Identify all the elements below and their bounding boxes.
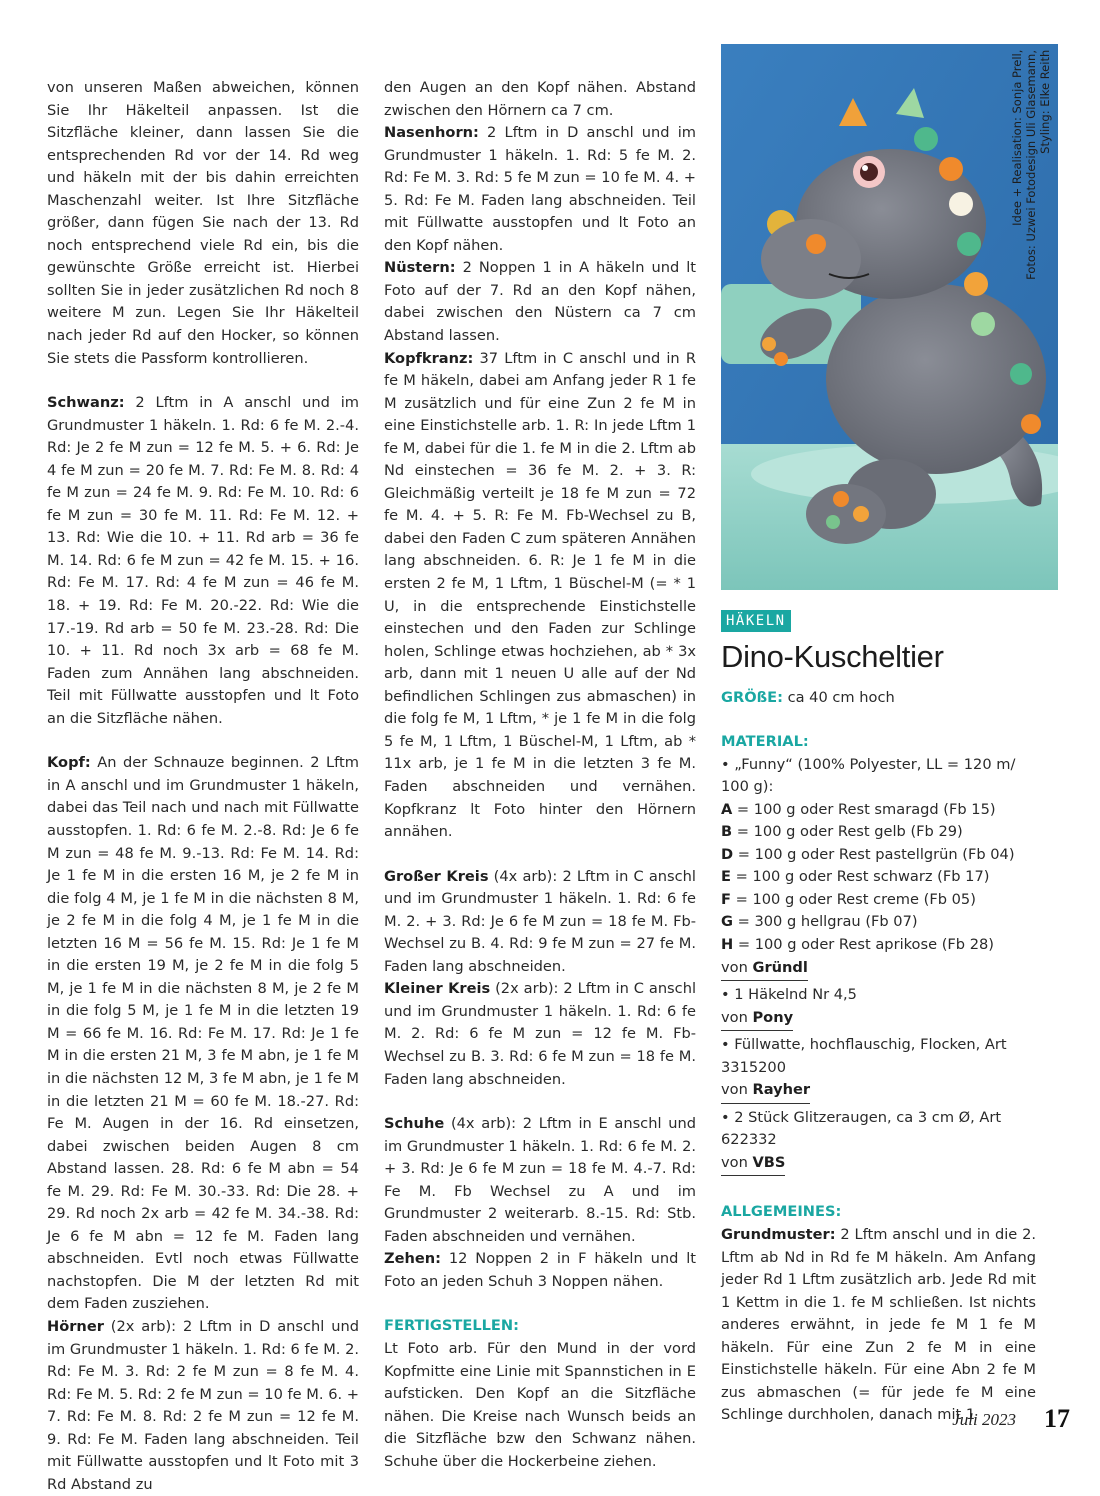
source-line: von VBS [721,1152,1036,1180]
schuhe-paragraph: Schuhe (4x arb): 2 Lftm in E anschl und im Grundmuster 1 häkeln. 1. Rd: 6 fe M. 2. + 3. Rd: Je 6 fe M zun = 18 fe M. 4.-7. Rd: Fe M. Fb Wechsel zu A und im Grundmuster 2 weiterarb. 8.-15. Rd: Stb. Faden abschneiden und vernähen. [384,1115,696,1245]
yarn-row: B = 100 g oder Rest gelb (Fb 29) [721,823,963,841]
fertigstellen-heading: FERTIGSTELLEN: [384,1317,519,1335]
text-column-3 [721,610,1036,1427]
yarn-row: D = 100 g oder Rest pastellgrün (Fb 04) [721,845,1015,863]
grosser-kreis-paragraph: Großer Kreis (4x arb): 2 Lftm in C anschl und im Grundmuster 1 häkeln. 1. Rd: 6 fe M. 2. + 3. Rd: Je 6 fe M zun = 18 fe M. Fb-Wechsel zu B. 4. Rd: 9 fe M zun = 27 fe M. Faden lang abschneiden. [384,867,696,975]
source-line: von Rayher [721,1079,1036,1107]
material-item-funny: • „Funny“ (100% Polyester, LL = 120 m/ 100 g): [721,755,1016,796]
yarn-row: A = 100 g oder Rest smaragd (Fb 15) [721,800,996,818]
schwanz-paragraph: Schwanz: 2 Lftm in A anschl und im Grundmuster 1 häkeln. 1. Rd: 6 fe M. 2.-4. Rd: Je 2 fe M zun = 12 fe M. 5. + 6. Rd: Je 4 fe M zun = 20 fe M. 7. Rd: Fe M. 8. Rd: 4 fe M zun = 24 fe M. 9. Rd: Fe M. 10. Rd: 6 fe M zun = 30 fe M. 11. Rd: Fe M. 12. + 13. Rd: Wie die 10. + 11. Rd arb = 36 fe M. 14. Rd: 6 fe M zun = 42 fe M. 15. + 16. Rd: Fe M. 17. Rd: 4 fe M zun = 46 fe M. 18. + 19. Rd: Fe M. 20.-22. Rd: Wie die 17.-19. Rd arb = 50 fe M. 23.-28. Rd: Die 10. + 11. Rd noch 3x arb = 68 fe M. Faden zum Annähen lang abschneiden. Teil mit Füllwatte ausstopfen und lt Foto an die Sitzfläche nähen. [47,394,359,727]
kopf-label: Kopf: [47,754,91,772]
fertigstellen-paragraph: Lt Foto arb. Für den Mund in der vord Kopfmitte eine Linie mit Spannstichen in E aufsticken. Den Kopf an die Sitzfläche nähen. Die Kreise nach Wunsch beids an die Sitzfläche bzw den Schwanz nähen. Schuhe über die Hockerbeine ziehen. [384,1339,696,1470]
continued-paragraph: den Augen an den Kopf nähen. Abstand zwischen den Hörnern ca 7 cm. [384,79,696,119]
yarn-row: E = 100 g oder Rest schwarz (Fb 17) [721,868,990,886]
zehen-paragraph: Zehen: 12 Noppen 2 in F häkeln und lt Foto an jeden Schuh 3 Noppen nähen. [384,1250,696,1290]
dino-photo [721,44,1058,590]
material-item-needle: • 1 Häkelnd Nr 4,5 [721,986,857,1004]
grundmuster-paragraph: Grundmuster: 2 Lftm anschl und in die 2. Lftm ab Nd in Rd fe M häkeln. Am Anfang jeder Rd 1 Lftm zusätzlich arb. Jede Rd mit 1 Kettm in die 1. fe M schließen. Ist nichts anderes erwähnt, in jede fe M 1 fe M häkeln. Für eine Zun 2 fe M in eine Einstichstelle häkeln. Für eine Abn 2 fe M zus abmaschen (= für jede fe M eine Schlinge durchholen, danach mit 1 [721,1226,1036,1424]
article-title: Dino-Kuscheltier [721,638,944,674]
text-column-1 [47,77,359,1496]
source-line: von Gründl [721,957,1036,985]
yarn-row: H = 100 g oder Rest aprikose (Fb 28) [721,936,994,954]
hoerner-label: Hörner [47,1317,104,1335]
text-column-2 [384,77,696,1473]
material-item-eyes: • 2 Stück Glitzeraugen, ca 3 cm Ø, Art 622332 [721,1108,1002,1149]
kopfkranz-paragraph: Kopfkranz: 37 Lftm in C anschl und in R fe M häkeln, dabei am Anfang jeder R 1 fe M zusätzlich und für eine Zun 2 fe M in eine Einstichstelle arb. 1. R: In jede Lftm 1 fe M, dabei für die 1. fe M in die 2. Lftm ab Nd einstechen = 36 fe M. 2. + 3. R: Gleichmäßig verteilt je 18 fe M zun = 72 fe M. 4. + 5. R: Fe M. Fb-Wechsel zu B, dabei den Faden C zum späteren Annähen lang abschneiden. 6. R: Je 1 fe M in die ersten 2 fe M, 1 Lftm, 1 Büschel-M (= * 1 U, in die entsprechende Einstichstelle einstechen und den Faden zur Schlinge holen, Schlinge etwas hochziehen, ab * 3x arb, dann mit 1 neuen U alle auf der Nd befindlichen Schlingen zus abmaschen) in die folg fe M, 1 Lftm, * je 1 fe M in die folg 5 fe M, 1 Lftm, 1 Büschel-M, 1 Lftm, ab * 11x arb, je 1 fe M in die letzten 3 fe M. Faden abschneiden und vernähen. Kopfkranz lt Foto hinter den Hörnern annähen. [384,349,696,841]
issue-date: Juli 2023 [952,1410,1016,1429]
material-item-filling: • Füllwatte, hochflauschig, Flocken, Art 3315200 [721,1036,1007,1076]
kleiner-kreis-paragraph: Kleiner Kreis (2x arb): 2 Lftm in C anschl und im Grundmuster 1 häkeln. 1. Rd: 6 fe M. 2. Rd: 6 fe M zun = 12 fe M. Fb-Wechsel zu B. 3. Rd: 6 fe M zun = 18 fe M. Faden lang abschneiden. [384,980,696,1088]
page-number: 17 [1044,1404,1070,1433]
nuestern-paragraph: Nüstern: 2 Noppen 1 in A häkeln und lt Foto auf der 7. Rd an den Kopf nähen, dabei zwischen den Nüstern ca 7 cm Abstand lassen. [384,259,696,345]
allgemeines-heading: ALLGEMEINES: [721,1203,842,1221]
dino-illustration [721,44,1058,590]
groesse-line: GRÖßE: ca 40 cm hoch [721,688,895,706]
category-tag: HÄKELN [721,610,791,632]
schwanz-label: Schwanz: [47,394,125,412]
hoerner-paragraph: Hörner (2x arb): 2 Lftm in D anschl und im Grundmuster 1 häkeln. 1. Rd: 6 fe M. 2. Rd: Fe M. 3. Rd: 2 fe M zun = 8 fe M. 4. Rd: Fe M. 5. Rd: 2 fe M zun = 10 fe M. 6. + 7. Rd: Fe M. 8. Rd: 2 fe M zun = 12 fe M. 9. Rd: Fe M. Faden lang abschneiden. Teil mit Füllwatte ausstopfen und lt Foto mit 3 Rd Abstand zu [47,1317,359,1493]
kopf-paragraph: Kopf: An der Schnauze beginnen. 2 Lftm in A anschl und im Grundmuster 1 häkeln, dabei das Teil nach und nach mit Füllwatte ausstopfen. 1. Rd: 6 fe M. 2.-8. Rd: Je 6 fe M zun = 48 fe M. 9.-13. Rd: Fe M. 14. Rd: Je 1 fe M in die ersten 16 M, je 2 fe M in die folg 4 M, je 1 fe M in die nächsten 8 M, je 2 fe M in die folg 4 M, je 1 fe M in die letzten 16 M = 56 fe M. 15. Rd: Je 1 fe M in die ersten 19 M, je 2 fe M in die folg 5 M, je 1 fe M in die nächsten 8 M, je 2 fe M in die folg 5 M, je 1 fe M in die letzten 19 M = 66 fe M. 16. Rd: Fe M. 17. Rd: Je 1 fe M in die ersten 21 M, 3 fe M abn, je 1 fe M in die nächsten 12 M, 3 fe M abn, je 1 fe M in die letzten 21 M = 60 fe M. 18.-27. Rd: Fe M. Augen in der 16. Rd einsetzen, dabei zwischen beiden Augen 8 cm Abstand lassen. 28. Rd: 6 fe M abn = 54 fe M. 29. Rd: Fe M. 30.-33. Rd: Die 28. + 29. Rd noch 2x arb = 42 fe M. 34.-38. Rd: Je 6 fe M abn = 12 fe M. Faden lang abschneiden. Evtl noch etwas Füllwatte nachstopfen. Die M der letzten Rd mit dem Faden zusziehen. [47,754,359,1313]
nasenhorn-paragraph: Nasenhorn: 2 Lftm in D anschl und im Grundmuster 1 häkeln. 1. Rd: 5 fe M. 2. Rd: Fe M. 3. Rd: 5 fe M zun = 10 fe M. 4. + 5. Rd: Fe M. Faden lang abschneiden. Teil mit Füllwatte ausstopfen und lt Foto an den Kopf nähen. [384,124,696,254]
intro-paragraph: von unseren Maßen abweichen, können Sie Ihr Häkelteil anpassen. Ist die Sitzfläche kleiner, dann lassen Sie die entsprechenden Rd vor der 14. Rd weg und häkeln mit der bis dahin erreichten Maschenzahl weiter. Ist Ihre Sitzfläche größer, dann fügen Sie nach der 13. Rd noch entsprechend viele Rd ein, bis die gewünschte Größe erreicht ist. Hierbei sollten Sie in jeder zusätzlichen Rd noch 8 weitere M zun. Legen Sie Ihr Häkelteil nach jeder Rd auf den Hocker, so können Sie stets die Passform kontrollieren. [47,79,359,367]
yarn-row: F = 100 g oder Rest creme (Fb 05) [721,890,976,908]
source-line: von Pony [721,1007,1036,1035]
yarn-row: G = 300 g hellgrau (Fb 07) [721,913,918,931]
photo-credit: Idee + Realisation: Sonja Prell, Fotos: Uzwei Fotodesign Uli Glasemann, Styling: Elke Reith [1010,50,1052,280]
material-heading: MATERIAL: [721,733,809,751]
